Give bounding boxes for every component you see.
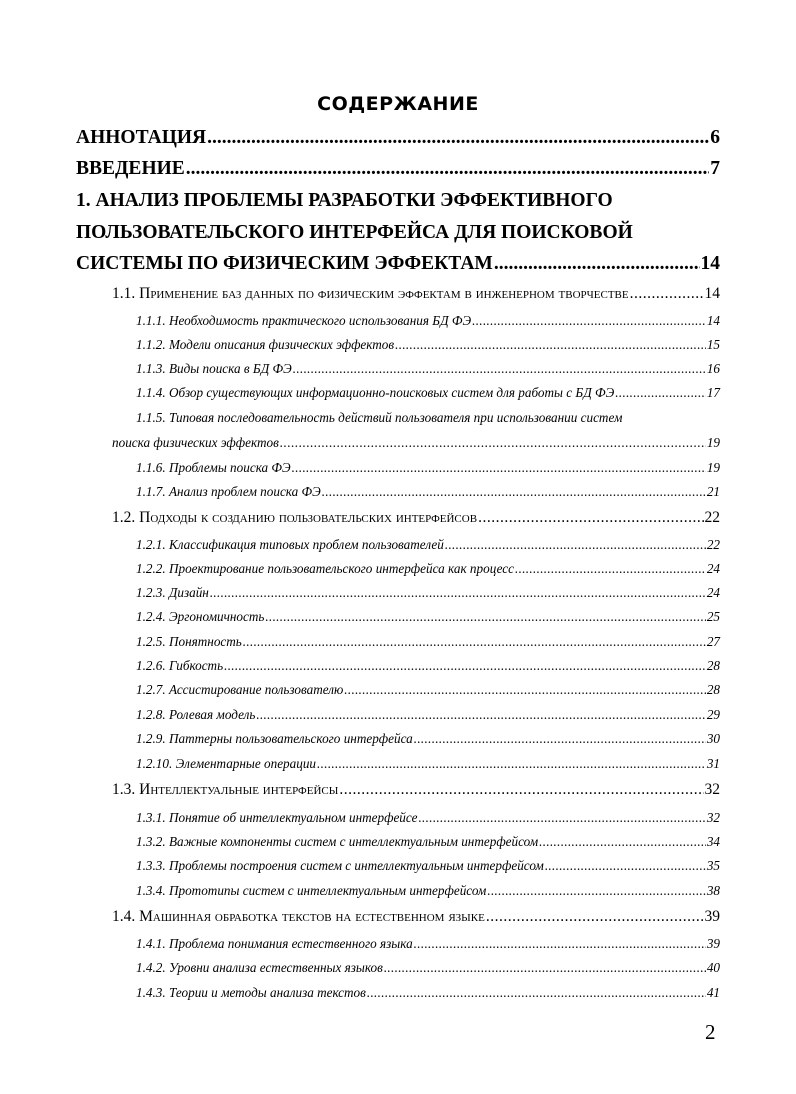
toc-page: 17 xyxy=(706,385,720,400)
dot-leader xyxy=(630,285,704,303)
dot-leader xyxy=(344,682,706,698)
toc-page: 32 xyxy=(706,810,720,825)
toc-page: 22 xyxy=(706,537,720,552)
toc-page: 6 xyxy=(710,127,720,148)
dot-leader xyxy=(339,781,703,799)
toc-page: 41 xyxy=(706,985,720,1000)
dot-leader xyxy=(317,756,706,772)
toc-label: 1.2.10. Элементарные операции xyxy=(136,756,317,771)
toc-page: 30 xyxy=(706,731,720,746)
page-title: СОДЕРЖАНИЕ xyxy=(317,93,479,115)
toc-entry-1-2-7[interactable] xyxy=(136,682,720,698)
toc-page: 39 xyxy=(706,936,720,951)
toc-page: 14 xyxy=(700,253,720,274)
dot-leader xyxy=(367,985,706,1001)
toc-label xyxy=(112,285,629,303)
toc-page: 28 xyxy=(706,658,720,673)
toc-page: 14 xyxy=(706,313,720,328)
toc-entry-1-2-4[interactable] xyxy=(136,609,720,625)
dot-leader xyxy=(243,634,706,650)
toc-entry-chapter-1[interactable] xyxy=(76,253,720,275)
toc-entry-1-2-8[interactable] xyxy=(136,707,720,723)
dot-leader xyxy=(418,810,705,826)
toc-entry-1-4-3[interactable] xyxy=(136,985,720,1001)
dot-leader xyxy=(414,936,706,952)
toc-entry-1-2[interactable] xyxy=(112,509,720,527)
toc-page: 31 xyxy=(706,756,720,771)
dot-leader xyxy=(256,707,705,723)
toc-label: 1.1.1. Необходимость практического использования БД ФЭ xyxy=(136,313,472,328)
dot-leader xyxy=(210,585,706,601)
dot-leader xyxy=(445,537,706,553)
dot-leader xyxy=(186,158,709,180)
toc-page: 15 xyxy=(706,337,720,352)
toc-entry-1-1[interactable] xyxy=(112,285,720,303)
toc-label: 1.2.2. Проектирование пользовательского интерфейса как процесс xyxy=(136,561,515,576)
toc-entry-1-3[interactable] xyxy=(112,781,720,799)
dot-leader xyxy=(280,435,706,451)
toc-entry-1-3-3[interactable] xyxy=(136,858,720,874)
dot-leader xyxy=(224,658,706,674)
toc-page: 28 xyxy=(706,682,720,697)
toc-entry-1-1-3[interactable] xyxy=(136,361,720,377)
toc-page: 40 xyxy=(706,960,720,975)
toc-page: 25 xyxy=(706,609,720,624)
toc-chapter-1-line-2[interactable]: ПОЛЬЗОВАТЕЛЬСКОГО ИНТЕРФЕЙСА ДЛЯ ПОИСКОВОЙ xyxy=(76,222,633,243)
toc-entry-1-2-10[interactable] xyxy=(136,756,720,772)
toc-label: ВВЕДЕНИЕ xyxy=(76,158,185,179)
toc-label: 1.3.4. Прототипы систем с интеллектуальным интерфейсом xyxy=(136,883,487,898)
toc-page: 35 xyxy=(706,858,720,873)
toc-label: 1.3.3. Проблемы построения систем с интеллектуальным интерфейсом xyxy=(136,858,544,873)
toc-page: 21 xyxy=(706,484,720,499)
toc-label: 1.1.7. Анализ проблем поиска ФЭ xyxy=(136,484,321,499)
toc-page: 29 xyxy=(706,707,720,722)
toc-label: 1.2.1. Классификация типовых проблем пользователей xyxy=(136,537,444,552)
toc-entry-1-1-6[interactable] xyxy=(136,460,720,476)
toc-label: 1.4.3. Теории и методы анализа текстов xyxy=(136,985,366,1000)
dot-leader xyxy=(293,361,706,377)
dot-leader xyxy=(472,313,706,329)
toc-entry-1-1-5[interactable] xyxy=(112,435,720,451)
toc-page: 24 xyxy=(706,585,720,600)
toc-entry-1-1-4[interactable] xyxy=(136,385,720,401)
toc-title: Применение баз данных по физическим эффектам в инженерном творчестве xyxy=(139,285,629,302)
toc-entry-1-2-3[interactable] xyxy=(136,585,720,601)
toc-label: 1.2.8. Ролевая модель xyxy=(136,707,256,722)
toc-label: СИСТЕМЫ ПО ФИЗИЧЕСКИМ ЭФФЕКТАМ xyxy=(76,253,493,274)
toc-entry-1-2-6[interactable] xyxy=(136,658,720,674)
toc-entry-1-2-1[interactable] xyxy=(136,537,720,553)
toc-entry-1-3-2[interactable] xyxy=(136,834,720,850)
toc-label: 1.1.4. Обзор существующих информационно-поисковых систем для работы с БД ФЭ xyxy=(136,385,615,400)
dot-leader xyxy=(478,509,703,527)
toc-label: 1.2.9. Паттерны пользовательского интерфейса xyxy=(136,731,413,746)
dot-leader xyxy=(395,337,706,353)
toc-label: 1.1.6. Проблемы поиска ФЭ xyxy=(136,460,291,475)
toc-entry-1-1-7[interactable] xyxy=(136,484,720,500)
dot-leader xyxy=(615,385,706,401)
toc-entry-1-4-1[interactable] xyxy=(136,936,720,952)
toc-entry-annotation[interactable] xyxy=(76,127,720,149)
dot-leader xyxy=(487,883,705,899)
toc-page: 32 xyxy=(704,781,720,798)
toc-label: поиска физических эффектов xyxy=(112,435,279,450)
toc-page: 19 xyxy=(706,435,720,450)
toc-entry-intro[interactable] xyxy=(76,158,720,180)
toc-entry-1-3-4[interactable] xyxy=(136,883,720,899)
toc-title: Подходы к созданию пользовательских интерфейсов xyxy=(139,509,478,526)
toc-entry-1-4[interactable] xyxy=(112,908,720,926)
dot-leader xyxy=(515,561,706,577)
dot-leader xyxy=(494,253,700,275)
toc-entry-1-2-9[interactable] xyxy=(136,731,720,747)
toc-label: 1.3.1. Понятие об интеллектуальном интерфейсе xyxy=(136,810,418,825)
dot-leader xyxy=(486,908,704,926)
toc-entry-1-4-2[interactable] xyxy=(136,960,720,976)
toc-page: 22 xyxy=(704,509,720,526)
toc-label: 1.4.1. Проблема понимания естественного языка xyxy=(136,936,413,951)
toc-label xyxy=(112,509,477,527)
toc-number: 1.1. xyxy=(112,285,136,302)
toc-entry-1-2-5[interactable] xyxy=(136,634,720,650)
toc-page: 16 xyxy=(706,361,720,376)
dot-leader xyxy=(265,609,705,625)
dot-leader xyxy=(545,858,706,874)
toc-entry-1-1-2[interactable] xyxy=(136,337,720,353)
toc-label: 1.2.7. Ассистирование пользователю xyxy=(136,682,344,697)
toc-page: 19 xyxy=(706,460,720,475)
toc-page: 34 xyxy=(706,834,720,849)
toc-title: Интеллектуальные интерфейсы xyxy=(139,781,339,798)
dot-leader xyxy=(207,127,709,149)
toc-chapter-1-line-1[interactable]: 1. АНАЛИЗ ПРОБЛЕМЫ РАЗРАБОТКИ ЭФФЕКТИВНОГО xyxy=(76,190,613,211)
toc-number: 1.2. xyxy=(112,509,136,526)
toc-label: 1.2.5. Понятность xyxy=(136,634,242,649)
dot-leader xyxy=(414,731,706,747)
toc-page: 14 xyxy=(704,285,720,302)
toc-label: 1.3.2. Важные компоненты систем с интеллектуальным интерфейсом xyxy=(136,834,539,849)
toc-title: Машинная обработка текстов на естественном языке xyxy=(139,908,485,925)
toc-entry-1-3-1[interactable] xyxy=(136,810,720,826)
toc-page: 39 xyxy=(704,908,720,925)
dot-leader xyxy=(384,960,706,976)
page-number: 2 xyxy=(705,1020,716,1044)
toc-number: 1.3. xyxy=(112,781,136,798)
toc-entry-1-2-2[interactable] xyxy=(136,561,720,577)
dot-leader xyxy=(292,460,706,476)
toc-label: 1.1.2. Модели описания физических эффектов xyxy=(136,337,395,352)
toc-number: 1.4. xyxy=(112,908,136,925)
toc-label xyxy=(112,908,485,926)
toc-label xyxy=(112,781,338,799)
dot-leader xyxy=(539,834,706,850)
toc-page: 27 xyxy=(706,634,720,649)
dot-leader xyxy=(322,484,706,500)
toc-entry-1-1-5-line-1[interactable]: 1.1.5. Типовая последовательность действий пользователя при использовании систем xyxy=(136,410,623,425)
toc-label: 1.2.3. Дизайн xyxy=(136,585,209,600)
toc-label: 1.2.4. Эргономичность xyxy=(136,609,265,624)
toc-page: 7 xyxy=(710,158,720,179)
toc-label: 1.1.3. Виды поиска в БД ФЭ xyxy=(136,361,292,376)
toc-label: 1.4.2. Уровни анализа естественных языков xyxy=(136,960,383,975)
toc-label: 1.2.6. Гибкость xyxy=(136,658,224,673)
toc-page: 24 xyxy=(706,561,720,576)
toc-entry-1-1-1[interactable] xyxy=(136,313,720,329)
toc-label: АННОТАЦИЯ xyxy=(76,127,207,148)
toc-page: 38 xyxy=(706,883,720,898)
